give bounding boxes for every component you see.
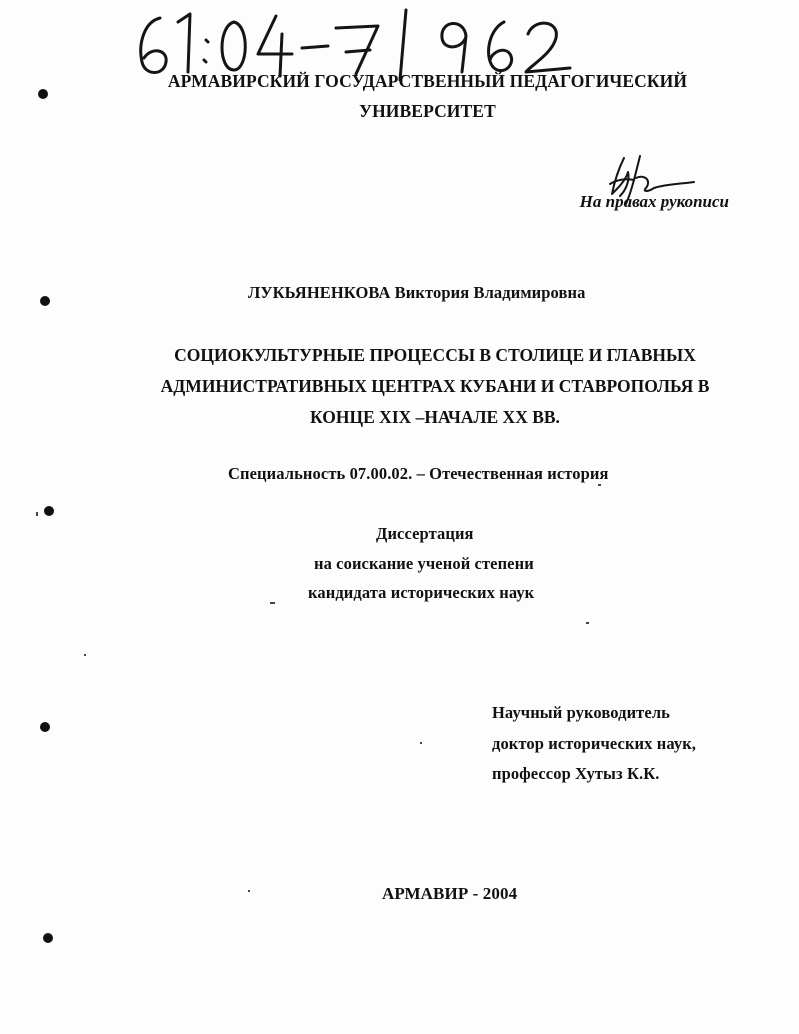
scan-speck	[420, 742, 422, 744]
university-name-line2: УНИВЕРСИТЕТ	[359, 101, 496, 121]
dissertation-label: Диссертация	[376, 524, 474, 543]
supervisor-label: Научный руководитель	[492, 703, 670, 722]
author-name: ЛУКЬЯНЕНКОВА Виктория Владимировна	[248, 283, 586, 302]
binding-hole	[40, 296, 50, 306]
specialty: Специальность 07.00.02. – Отечественная история	[228, 464, 609, 483]
scan-speck	[248, 890, 250, 892]
scan-speck	[586, 622, 589, 624]
city-year: АРМАВИР - 2004	[382, 884, 518, 903]
binding-hole	[40, 722, 50, 732]
title-line: АДМИНИСТРАТИВНЫХ ЦЕНТРАХ КУБАНИ И СТАВРОПОЛЬЯ В	[160, 376, 710, 396]
scan-speck	[270, 602, 275, 604]
binding-hole	[38, 89, 48, 99]
degree-line: на соискание ученой степени	[314, 554, 534, 573]
scan-speck	[84, 654, 86, 656]
dissertation-title	[140, 340, 730, 433]
degree-name: кандидата исторических наук	[308, 583, 535, 602]
university-name-line1: АРМАВИРСКИЙ ГОСУДАРСТВЕННЫЙ ПЕДАГОГИЧЕСКИЙ	[167, 71, 688, 91]
binding-hole	[43, 933, 53, 943]
title-line: КОНЦЕ XIX –НАЧАЛЕ XX ВВ.	[310, 407, 560, 427]
scan-speck	[36, 512, 38, 516]
supervisor-degree: доктор исторических наук,	[492, 734, 697, 753]
supervisor-name: профессор Хутыз К.К.	[492, 764, 660, 783]
rights-note: На правах рукописи	[579, 192, 729, 211]
binding-hole	[44, 506, 54, 516]
scan-speck	[598, 484, 601, 486]
title-line: СОЦИОКУЛЬТУРНЫЕ ПРОЦЕССЫ В СТОЛИЦЕ И ГЛАВНЫХ	[174, 345, 696, 365]
